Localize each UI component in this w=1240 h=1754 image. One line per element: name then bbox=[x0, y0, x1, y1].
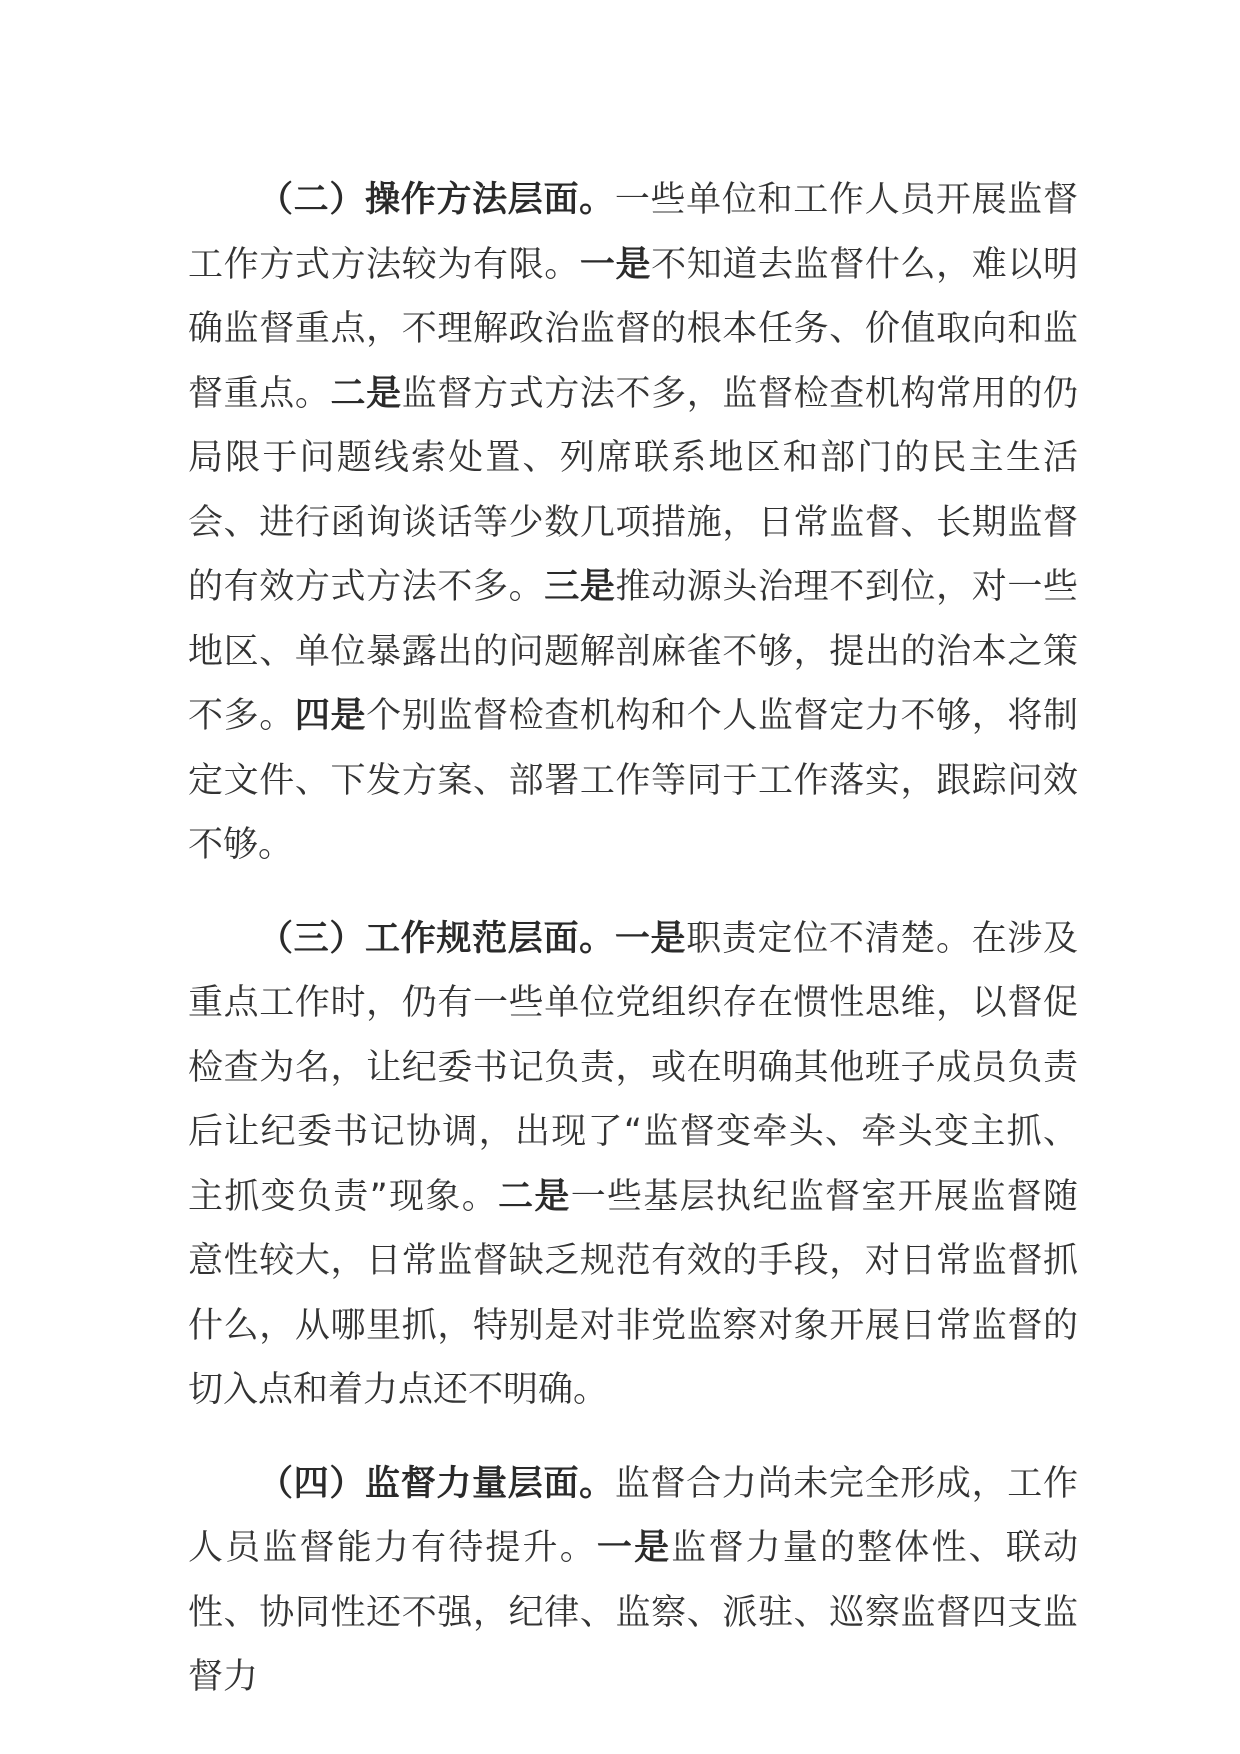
heading-run: （二）操作方法层面。 bbox=[258, 180, 615, 220]
text-run: 一些基层执纪监督室开展监督随意性较大，日常监督缺乏规范有效的手段，对日常监督抓什么，从哪里抓，特别是对非党监察对象开展日常监督的切入点和着力点还不明确。 bbox=[188, 1176, 1078, 1410]
paragraph-supervision-force bbox=[188, 1452, 1078, 1710]
text-run: 个别监督检查机构和个人监督定力不够，将制定文件、下发方案、部署工作等同于工作落实，跟踪问效不够。 bbox=[188, 696, 1078, 865]
enum-marker: 二是 bbox=[498, 1176, 571, 1217]
heading-run: （四）监督力量层面。 bbox=[258, 1463, 615, 1504]
paragraph-work-norms bbox=[188, 907, 1078, 1423]
text-run: 职责定位不清楚。在涉及重点工作时，仍有一些单位党组织存在惯性思维，以督促检查为名，让纪委书记负责，或在明确其他班子成员负责后让纪委书记协调，出现了“监督变牵头、牵头变主抓、主抓变负责”现象。 bbox=[188, 918, 1078, 1217]
document-body bbox=[188, 168, 1078, 1710]
text-run: 一些单位和工作人员开展监督工作方式方法较为有限。 bbox=[188, 180, 1078, 285]
enum-marker: 一是 bbox=[614, 918, 687, 959]
heading-run: （三）工作规范层面。 bbox=[258, 918, 615, 959]
enum-marker: 二是 bbox=[330, 373, 402, 414]
enum-marker: 一是 bbox=[579, 244, 652, 285]
enum-marker: 一是 bbox=[596, 1528, 672, 1568]
text-run: 监督方式方法不多，监督检查机构常用的仍局限于问题线索处置、列席联系地区和部门的民主生活会、进行函询谈话等少数几项措施，日常监督、长期监督的有效方式方法不多。 bbox=[188, 373, 1078, 607]
text-run: 监督合力尚未完全形成，工作人员监督能力有待提升。 bbox=[188, 1463, 1078, 1568]
enum-marker: 三是 bbox=[544, 567, 616, 607]
text-run: 推动源头治理不到位，对一些地区、单位暴露出的问题解剖麻雀不够，提出的治本之策不多。 bbox=[188, 567, 1078, 736]
enum-marker: 四是 bbox=[294, 696, 367, 736]
text-run: 监督力量的整体性、联动性、协同性还不强，纪律、监察、派驻、巡察监督四支监督力 bbox=[188, 1528, 1078, 1697]
paragraph-operation-methods bbox=[188, 168, 1078, 878]
text-run: 不知道去监督什么，难以明确监督重点，不理解政治监督的根本任务、价值取向和监督重点。 bbox=[188, 244, 1078, 414]
